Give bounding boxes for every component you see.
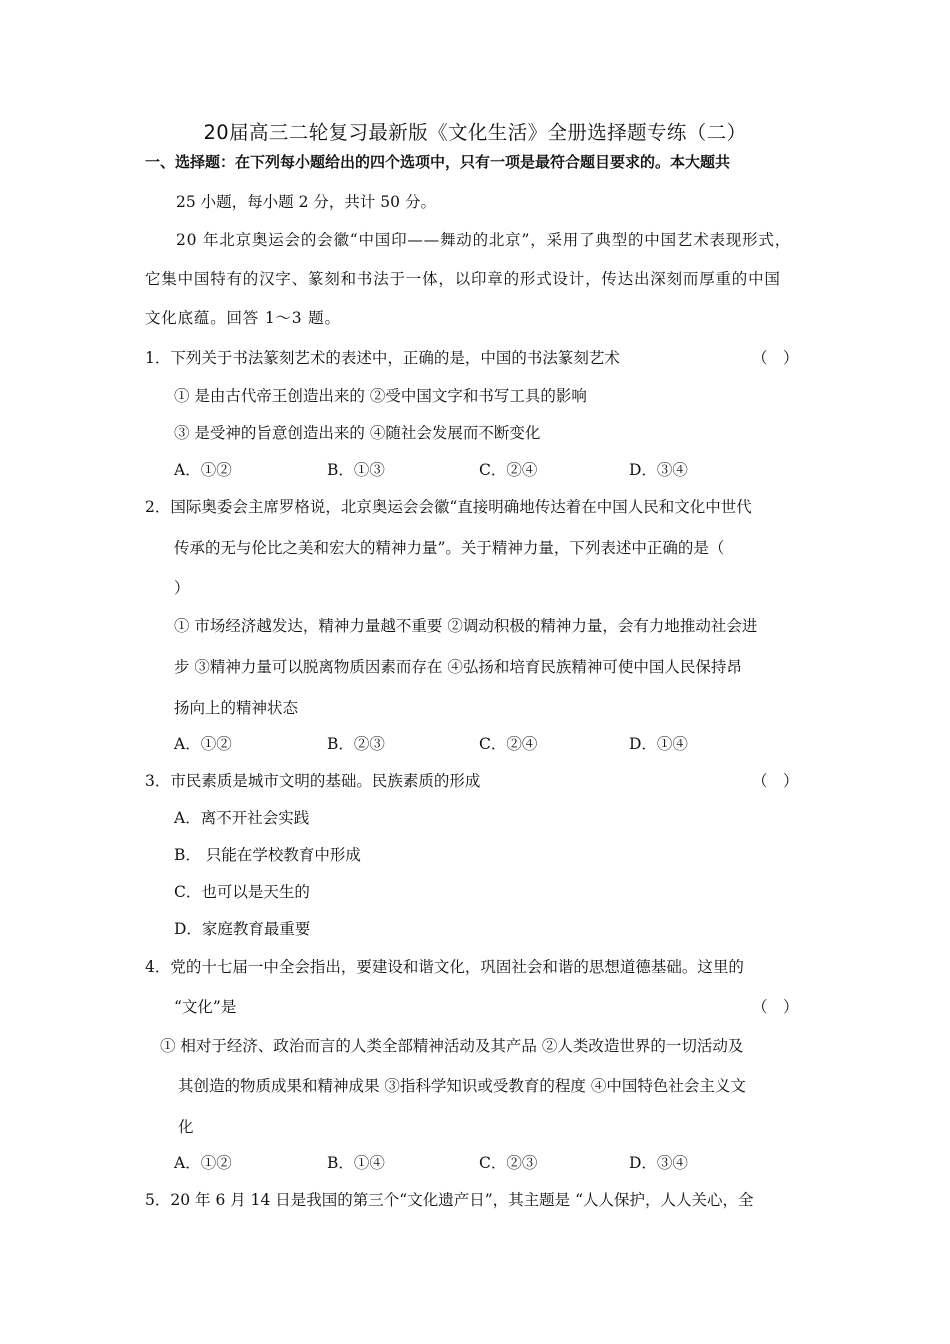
passage-line2: 它集中国特有的汉字、篆刻和书法于一体，以印章的形式设计，传达出深刻而厚重的中国 <box>145 270 781 288</box>
q2-stem-line3: ） <box>174 579 190 597</box>
q4-option-b[interactable]: B．①④ <box>327 1154 385 1172</box>
passage-line1: 20 年北京奥运会的会徽“中国印——舞动的北京”，采用了典型的中国艺术表现形式， <box>176 231 792 249</box>
q5-stem-line1: 5．20 年 6 月 14 日是我国的第三个“文化遗产日”，其主题是 “人人保护，人人关心，全 <box>145 1191 754 1209</box>
q4-option-a[interactable]: A．①② <box>174 1154 232 1172</box>
section-instruction-line1: 一、选择题：在下列每小题给出的四个选项中，只有一项是最符合题目要求的。本大题共 <box>145 153 731 171</box>
section-instruction-line2: 25 小题，每小题 2 分，共计 50 分。 <box>176 193 436 211</box>
passage-line3: 文化底蕴。回答 1～3 题。 <box>145 309 341 327</box>
q3-answer-bracket: （ ） <box>752 772 799 790</box>
q4-option-d[interactable]: D．③④ <box>629 1154 688 1172</box>
q1-statement-1-2: ① 是由古代帝王创造出来的 ②受中国文字和书写工具的影响 <box>174 387 587 405</box>
q1-stem: 1．下列关于书法篆刻艺术的表述中，正确的是，中国的书法篆刻艺术 <box>145 349 620 367</box>
q2-statement-line3: 扬向上的精神状态 <box>174 699 299 717</box>
page-title: 20届高三二轮复习最新版《文化生活》全册选择题专练（二） <box>203 121 747 144</box>
q2-statement-line2: 步 ③精神力量可以脱离物质因素而存在 ④弘扬和培育民族精神可使中国人民保持昂 <box>174 658 742 676</box>
q2-statement-line1: ① 市场经济越发达，精神力量越不重要 ②调动积极的精神力量，会有力地推动社会进 <box>174 617 758 635</box>
q2-stem-line1: 2．国际奥委会主席罗格说，北京奥运会会徽“直接明确地传达着在中国人民和文化中世代 <box>145 498 752 516</box>
q2-stem-line2: 传承的无与伦比之美和宏大的精神力量”。关于精神力量，下列表述中正确的是（ <box>174 539 725 557</box>
q4-statement-line3: 化 <box>178 1118 194 1136</box>
q3-option-c[interactable]: C．也可以是天生的 <box>174 883 310 901</box>
q3-option-a[interactable]: A．离不开社会实践 <box>174 809 310 827</box>
q4-option-c[interactable]: C．②③ <box>479 1154 538 1172</box>
q1-statement-3-4: ③ 是受神的旨意创造出来的 ④随社会发展而不断变化 <box>174 424 541 442</box>
q2-option-c[interactable]: C．②④ <box>479 735 538 753</box>
q1-answer-bracket: （ ） <box>752 349 799 367</box>
q4-stem-line1: 4．党的十七届一中全会指出，要建设和谐文化，巩固社会和谐的思想道德基础。这里的 <box>145 958 744 976</box>
q1-option-c[interactable]: C．②④ <box>479 461 538 479</box>
q1-option-d[interactable]: D．③④ <box>629 461 688 479</box>
q2-option-a[interactable]: A．①② <box>174 735 232 753</box>
q4-stem-line2: “文化”是 <box>174 998 237 1016</box>
q2-option-b[interactable]: B．②③ <box>327 735 385 753</box>
q3-option-d[interactable]: D．家庭教育最重要 <box>174 920 311 938</box>
q2-option-d[interactable]: D．①④ <box>629 735 688 753</box>
q4-answer-bracket: （ ） <box>752 998 799 1016</box>
q4-statement-line1: ① 相对于经济、政治而言的人类全部精神活动及其产品 ②人类改造世界的一切活动及 <box>160 1037 744 1055</box>
q3-stem: 3．市民素质是城市文明的基础。民族素质的形成 <box>145 772 481 790</box>
q1-option-b[interactable]: B．①③ <box>327 461 385 479</box>
q4-statement-line2: 其创造的物质成果和精神成果 ③指科学知识或受教育的程度 ④中国特色社会主义文 <box>178 1077 746 1095</box>
q1-option-a[interactable]: A．①② <box>174 461 232 479</box>
q3-option-b[interactable]: B． 只能在学校教育中形成 <box>174 846 361 864</box>
